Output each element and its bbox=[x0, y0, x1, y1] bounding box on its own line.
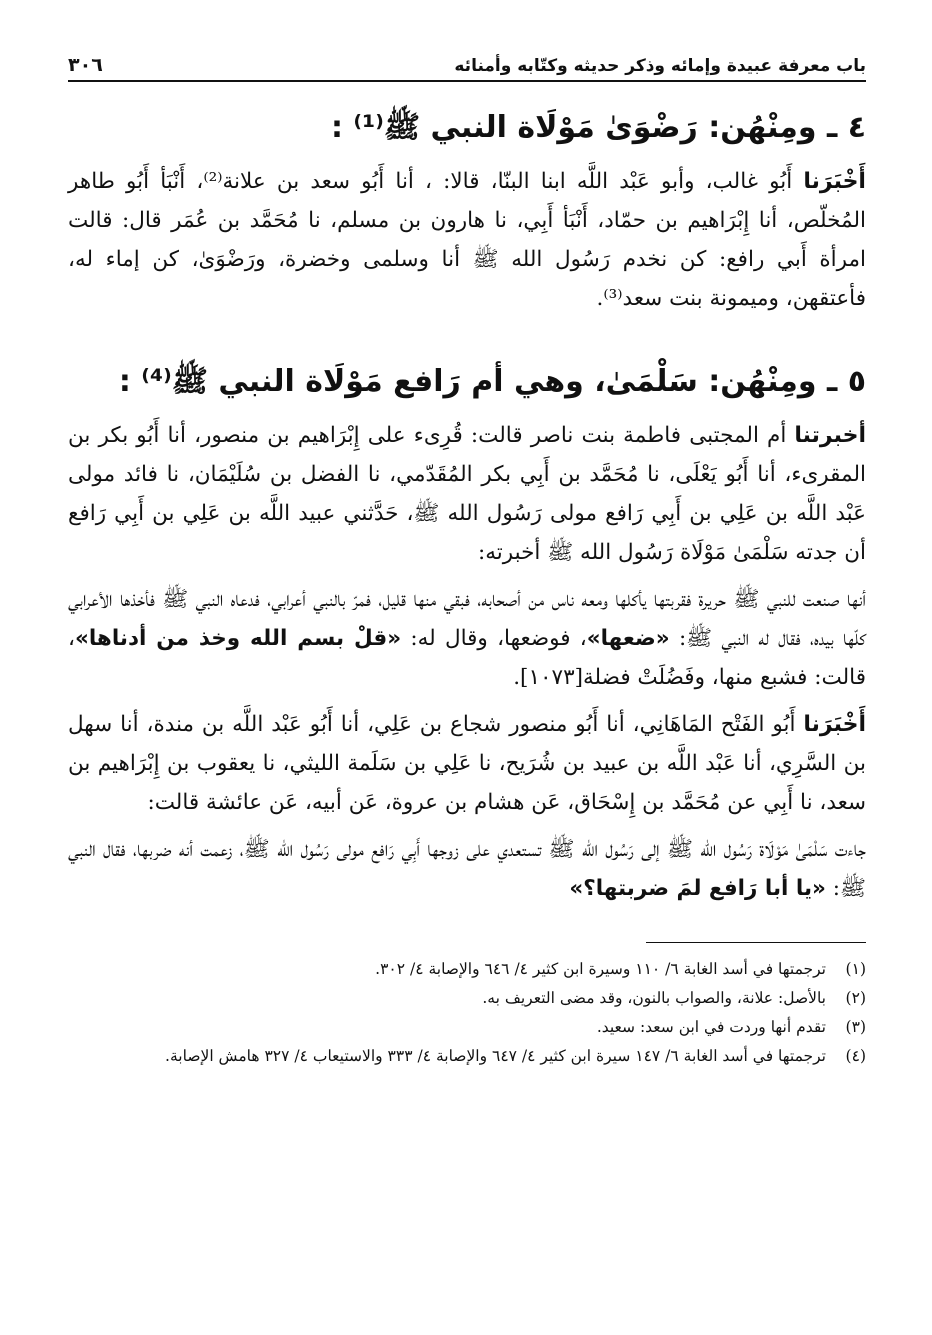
paragraph-radwa-isnad bbox=[68, 162, 866, 318]
section-heading-salma: ٥ ـ ومِنْهُن: سَلْمَىٰ، وهي أم رَافع مَوْلَاة النبي ﷺ⁽⁴⁾ : bbox=[118, 364, 866, 399]
paragraph-lead-word: أَخْبَرَنا bbox=[803, 712, 866, 737]
paragraph-text: أنها صنعت للنبي ﷺ حريرة فقربتها يأكلها ومعه ناس من أصحابه، فبقي منها قليل، فمرّ بالنبي أعرابي، فدعاه النبي ﷺ فأخذها الأعرابي كلّها بيده، فقال له النبي ﷺ: bbox=[68, 587, 866, 651]
paragraph-salma-matn-2 bbox=[68, 830, 866, 908]
footnote-text: بالأصل: علانة، والصواب بالنون، وقد مضى التعريف به. bbox=[482, 989, 826, 1007]
paragraph-salma-isnad-1 bbox=[68, 416, 866, 572]
running-title: باب معرفة عبيدة وإمائه وذكر حديثه وكتّابه وأمنائه bbox=[454, 56, 866, 76]
footnote-number: (٤) bbox=[845, 1047, 866, 1065]
footnote-number: (٣) bbox=[845, 1018, 866, 1036]
paragraph-lead-word: أخبرتنا bbox=[794, 423, 866, 448]
page-number: ٣٠٦ bbox=[68, 54, 103, 76]
prophet-quote: «قلْ بسم الله وخذ من أدناها» bbox=[74, 626, 402, 651]
footnote-text: ترجمتها في أسد الغابة ٦/ ١١٠ وسيرة ابن كثير ٤/ ٦٤٦ والإصابة ٤/ ٣٠٢. bbox=[375, 960, 826, 978]
footnote-text: ترجمتها في أسد الغابة ٦/ ١٤٧ سيرة ابن كثير ٤/ ٦٤٧ والإصابة ٤/ ٣٣٣ والاستيعاب ٤/ ٣٢٧ هامش الإصابة. bbox=[165, 1047, 826, 1065]
footnote-item bbox=[68, 1013, 866, 1042]
footnote-text: تقدم أنها وردت في ابن سعد: سعيد. bbox=[596, 1018, 826, 1036]
section-heading-radwa: ٤ ـ ومِنْهُن: رَضْوَىٰ مَوْلَاة النبي ﷺ⁽¹⁾ : bbox=[330, 110, 866, 145]
paragraph-text: أَبُو الفَتْح المَاهَانِي، أنا أَبُو منصور شجاع بن عَلِي، أنا أَبُو عَبْد اللَّه بن مندة، أنا سهل بن السَّرِي، أنا عَبْد اللَّه بن عبيد بن شُرَيح، نا عَلِي بن سَلَمة الليثي، نا يعقوب بن إِبْرَاهيم بن سعد، نا أَبِي عن مُحَمَّد بن إِسْحَاق، عَن هشام بن عروة، عَن أبيه، عَن عائشة قالت: bbox=[68, 712, 866, 815]
paragraph-text: ، فوضعها، وقال له: bbox=[401, 626, 587, 651]
footnote-item bbox=[68, 955, 866, 984]
paragraph-text: أَبُو غالب، وأبو عَبْد اللَّه ابنا البنّا، قالا: ، أنا أَبُو سعد بن علانة⁽²⁾، أَنْبَأ أَبُو طاهر المُخلّص، أنا إِبْرَاهيم بن حمّاد، أَنْبَأ أَبِي، نا هارون بن مسلم، نا مُحَمَّد بن عُمَر قال: قالت امرأة أَبي رافع: كن نخدم رَسُول الله ﷺ أنا وسلمى وخضرة، ورَضْوَىٰ، كن إماء له، فأعتقهن، وميمونة بنت سعد⁽³⁾. bbox=[68, 169, 866, 311]
paragraph-salma-matn-1 bbox=[68, 580, 866, 697]
prophet-quote: «ضعها» bbox=[586, 626, 670, 651]
footnote-divider bbox=[646, 942, 866, 943]
book-page bbox=[68, 40, 866, 1071]
footnote-item bbox=[68, 984, 866, 1013]
footnotes-list bbox=[68, 955, 866, 1071]
paragraph-salma-isnad-2 bbox=[68, 705, 866, 822]
footnote-number: (٢) bbox=[845, 989, 866, 1007]
footnote-number: (١) bbox=[845, 960, 866, 978]
running-header bbox=[68, 40, 866, 82]
paragraph-lead-word: أَخْبَرَنا bbox=[803, 169, 866, 194]
paragraph-text: جاءت سَلْمَىٰ مَوْلَاة رَسُول الله ﷺ إلى رَسُول الله ﷺ تستعدي على زوجها أَبِي رَافع مولى رَسُول الله ﷺ، زعمت أنه ضربها، فقال النبي ﷺ: bbox=[68, 837, 866, 901]
paragraph-text: أم المجتبى فاطمة بنت ناصر قالت: قُرِىء على إِبْرَاهيم بن منصور، أنا أَبُو بكر بن المقرىء، أنا أَبُو يَعْلَى، نا مُحَمَّد بن أَبِي بكر المُقَدّمي، نا الفضل بن سُلَيْمَان، نا فائد مولى عَبْد اللَّه بن عَلِي بن أَبِي رَافع مولى رَسُول الله ﷺ، حَدَّثني عبيد اللَّه بن عَلِي بن أَبِي رَافع أن جدته سَلْمَىٰ مَوْلَاة رَسُول الله ﷺ أخبرته: bbox=[68, 423, 866, 565]
prophet-quote: «يا أبا رَافع لمَ ضربتها؟» bbox=[569, 876, 826, 901]
paragraph-text: ، قالت: فشبع منها، وفَضُلَتْ فضلة[١٠٧٣]. bbox=[68, 626, 866, 690]
footnote-item bbox=[68, 1042, 866, 1071]
